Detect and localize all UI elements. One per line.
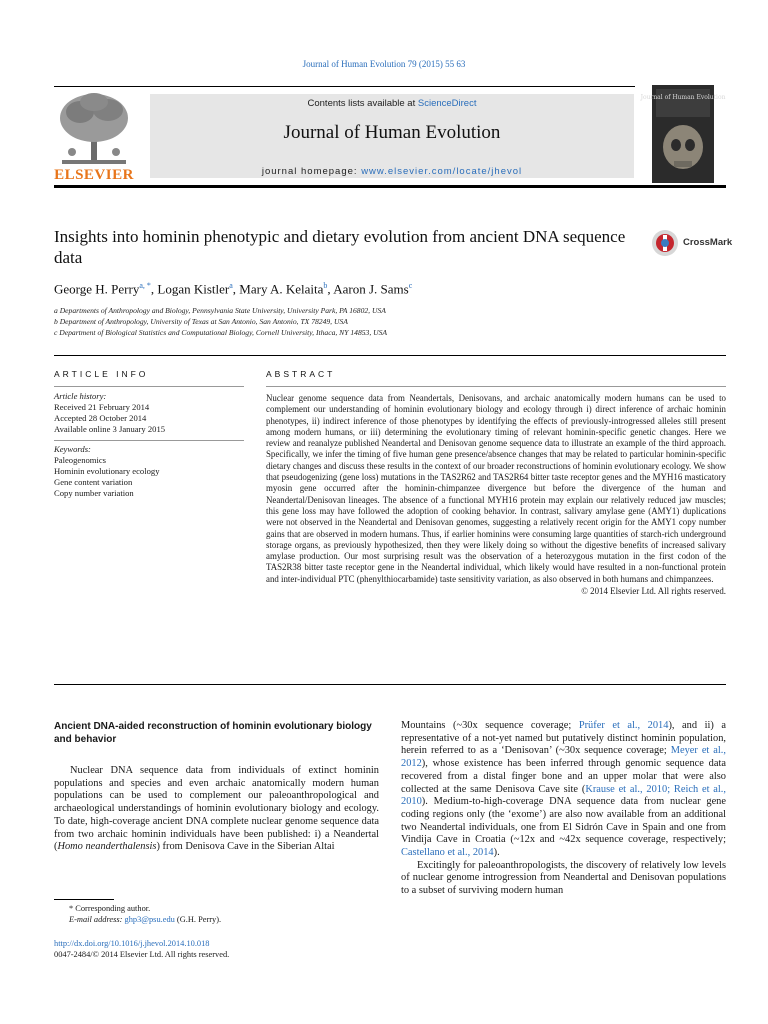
author-affiliation-mark[interactable]: b (323, 281, 328, 290)
footnote (54, 903, 379, 925)
article-info-divider (54, 440, 244, 441)
reference-link[interactable]: Castellano et al., 2014 (401, 847, 494, 859)
body-paragraph: Excitingly for paleoanthropologists, the discovery of relatively low levels of nuclear genome introgression from Neandertal and Denisovan populations to a subset of surviving modern human (401, 859, 726, 897)
article-title: Insights into hominin phenotypic and dietary evolution from ancient DNA sequence data (54, 227, 626, 267)
author-name[interactable]: Aaron J. Sams (333, 281, 409, 297)
journal-cover-image (640, 85, 726, 183)
keyword-item: Hominin evolutionary ecology (54, 466, 160, 476)
body-paragraph: Nuclear DNA sequence data from individuals of extinct hominin populations and species and even archaic anatomically modern human populations can be used to complement our paleoanthropological and archaeological understandings of hominin evolutionary biology and ecology. To date, high-coverage ancient DNA complete nuclear genome sequence data from two archaic hominin individuals have been published: i) a Neandertal (Homo neanderthalensis) from Denisova Cave in the Siberian Altai (54, 765, 379, 853)
article-info-rule (54, 386, 244, 387)
email-line: E-mail address: ghp3@psu.edu (G.H. Perry). (69, 915, 222, 924)
keywords-label: Keywords: (54, 444, 91, 454)
author-name[interactable]: Mary A. Kelaita (239, 281, 324, 297)
affiliation-line: a Departments of Anthropology and Biology, Pennsylvania State University, University Park, PA 16802, USA (54, 306, 386, 315)
body-paragraph: Mountains (~30x sequence coverage; Prüfer et al., 2014), and ii) a representative of a not-yet named but putatively distinct hominin population, herein referred to as a ‘Denisovan’ (~30x sequence coverage; Meyer et al., 2012), whose existence has been inferred through genomic sequence data recovered from a distal finger bone and an upper molar that were also collected at the same Denisova Cave site (Krause et al., 2010; Reich et al., 2010). Medium-to-high-coverage DNA sequence data from nuclear gene coding regions only (the ‘exome’) are also now available from an additional two Neandertal individuals, one from El Sidrón Cave in Spain and one from Vindija Cave in Croatia (~12x and ~42x sequence coverage, respectively; Castellano et al., 2014). (401, 720, 727, 859)
reference-link[interactable]: Prüfer et al., 2014 (578, 720, 669, 731)
email-link[interactable]: ghp3@psu.edu (124, 915, 175, 924)
author-affiliation-mark[interactable]: a (229, 281, 233, 290)
history-item: Available online 3 January 2015 (54, 424, 166, 434)
body-right-column (401, 720, 726, 898)
header-bottom-rule (54, 185, 726, 188)
species-name: Homo neanderthalensis (57, 841, 157, 853)
doi-block (54, 938, 379, 960)
cover-title-text: Journal of Human Evolution (640, 94, 726, 101)
crossmark-icon (651, 229, 679, 257)
contents-line: Contents lists available at ScienceDirect (307, 98, 477, 109)
keyword-item: Gene content variation (54, 477, 133, 487)
article-info (54, 391, 249, 499)
history-item: Received 21 February 2014 (54, 402, 150, 412)
author-affiliation-mark[interactable]: a, * (139, 281, 151, 290)
body-rule (54, 684, 726, 685)
reference-link[interactable]: Krause et al., 2010; Reich et al., 2010 (401, 783, 726, 808)
history-label: Article history: (54, 391, 107, 401)
crossmark-badge[interactable] (651, 229, 731, 259)
keyword-item: Paleogenomics (54, 455, 107, 465)
author-list: George H. Perry$^{a, *}$, Logan Kistler$^a$, Mary A. Kelaita$^b$, Aaron J. Sams$^c$ (54, 281, 413, 297)
journal-banner (150, 94, 634, 178)
keyword-item: Copy number variation (54, 488, 134, 498)
abstract-copyright: © 2014 Elsevier Ltd. All rights reserved. (581, 586, 726, 597)
affiliation-line: b Department of Anthropology, University of Texas at San Antonio, San Antonio, TX 78249, USA (54, 317, 348, 326)
corresponding-author-note: * Corresponding author. (69, 904, 151, 913)
journal-title: Journal of Human Evolution (283, 122, 501, 143)
issn-line: 0047-2484/© 2014 Elsevier Ltd. All rights reserved. (54, 950, 230, 959)
crossmark-label: CrossMark (683, 237, 733, 248)
sciencedirect-link[interactable]: ScienceDirect (417, 98, 477, 109)
reference-link[interactable]: Meyer et al., 2012 (401, 745, 726, 770)
author-affiliation-mark[interactable]: c (408, 281, 413, 290)
section-rule (54, 355, 726, 356)
author-name[interactable]: Logan Kistler (157, 281, 230, 297)
abstract-heading: ABSTRACT (266, 369, 336, 379)
abstract-text: Nuclear genome sequence data from Neandertals, Denisovans, and archaic anatomically modern humans can be used to complement our understanding of hominin evolutionary biology and ecology through i) direct inference of archaic hominin phenotypes, ii) indirect inference of those phenotypes by identifying the effects of previously-introgressed alleles still present among modern humans, or iii) determining the evolutionary timing of relevant hominin-specific genetic changes. Here we review and reanalyze published Neandertal and Denisovan genome sequence data to illustrate an example of the third approach. Specifically, we infer the timing of five human gene presence/absence changes that may be related to particular hominin-specific dietary changes and discuss these results in the context of our broader reconstructions of hominin evolutionary ecology. We show that pseudogenizing (gene loss) mutations in the TAS2R62 and TAS2R64 bitter taste receptor genes and the MYH16 masticatory myosin gene occurred after the hominin-chimpanzee divergence but before the divergence of the human and Neandertal/Denisovan lineages. The absence of a functional MYH16 protein may explain our relatively reduced jaw muscles; this gene loss may have followed the adoption of cooking behavior. In contrast, salivary amylase gene (AMY1) duplications were not observed in the Neandertal and Denisovan genomes, suggesting a relatively recent origin for the AMY1 copy number gains that are observed in modern humans. Thus, if earlier hominins were consuming large quantities of starch-rich underground storage organs, as previously hypothesized, then they were likely doing so without the digestive benefits of increased salivary amylase production. Our most surprising result was the observation of a heterozygous mutation in the first codon of the TAS2R38 bitter taste receptor gene in the Neandertal individual, which likely would have resulted in a non-functional protein and inter-individual PTC (phenylthiocarbamide) taste sensitivity variation, as also observed in both humans and chimpanzees. (266, 393, 726, 584)
affiliation-line: c Department of Biological Statistics and Computational Biology, Cornell University, Ithaca, NY 14853, USA (54, 328, 388, 337)
journal-citation-link[interactable]: Journal of Human Evolution 79 (2015) 55 63 (302, 59, 466, 69)
doi-link[interactable]: http://dx.doi.org/10.1016/j.jhevol.2014.10.018 (54, 939, 210, 948)
affiliations (54, 305, 724, 338)
abstract (266, 393, 726, 597)
publisher-name: ELSEVIER (54, 167, 134, 183)
homepage-line: journal homepage: www.elsevier.com/locate/jhevol (261, 166, 523, 177)
article-info-heading: ARTICLE INFO (54, 369, 149, 379)
header-top-rule (54, 86, 635, 87)
abstract-rule (266, 386, 726, 387)
body-left-column (54, 720, 379, 854)
footnote-rule (54, 899, 114, 900)
author-name[interactable]: George H. Perry (54, 281, 140, 297)
journal-homepage-link[interactable]: www.elsevier.com/locate/jhevol (361, 166, 523, 177)
section-heading: Ancient DNA-aided reconstruction of hominin evolutionary biology and behavior (54, 721, 372, 745)
history-item: Accepted 28 October 2014 (54, 413, 147, 423)
